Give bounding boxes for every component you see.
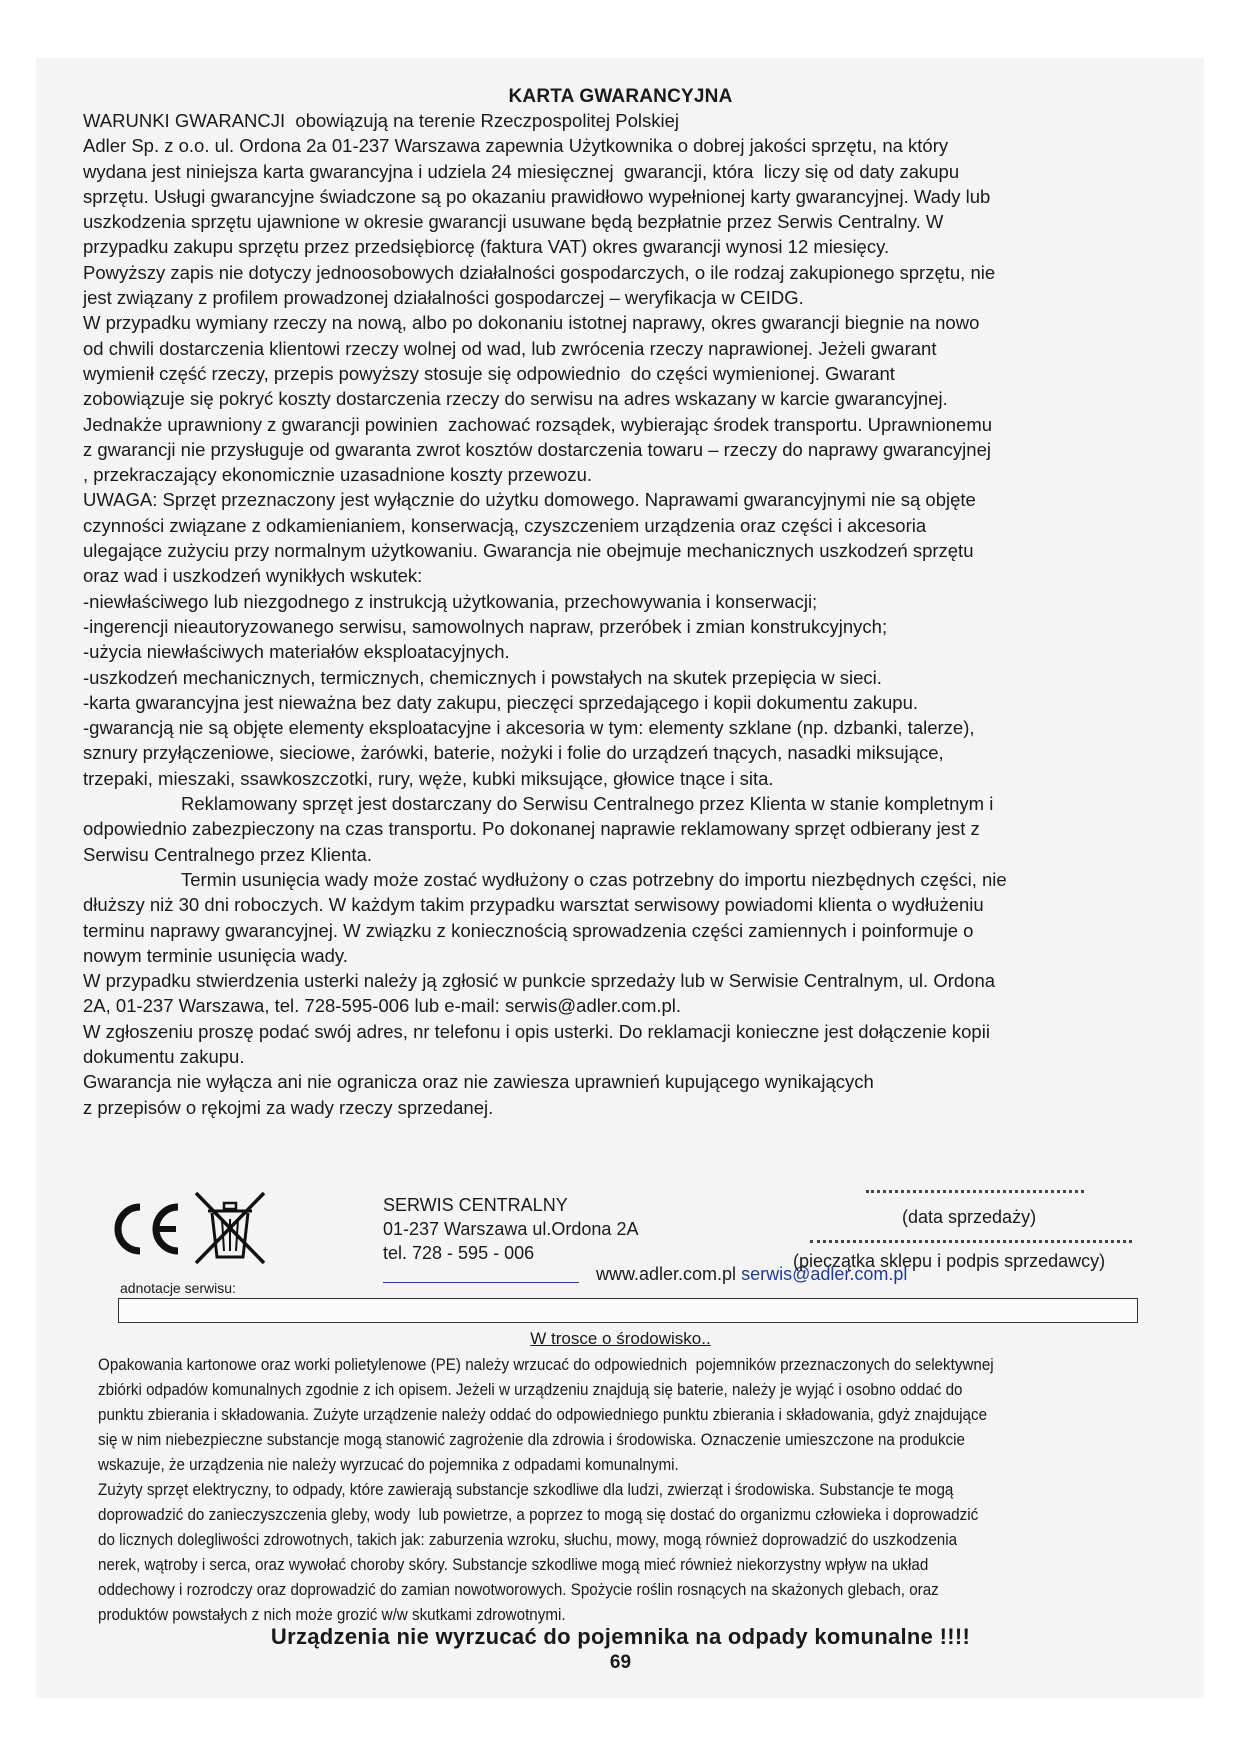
page-number: 69 [609, 1652, 632, 1673]
website-link[interactable]: www.adler.com.pl [596, 1264, 737, 1284]
environment-paragraph-packaging: Opakowania kartonowe oraz worki polietylenowe (PE) należy wrzucać do odpowiednich pojemników przeznaczonych do selektywnej zbiórki odpadów komunalnych zgodnie z ich opisem. Jeżeli w urządzeniu znajdują się baterie, należy je wyjąć i osobno oddać do punktu zbierania i składowania. Zużyte urządzenie należy oddać do odpowiedniego punktu zbierania i składowania, gdyż znajdujące się w nim niebezpieczne substancje mogą stanowić zagrożenie dla zdrowia i środowiska. Oznaczenie umieszczone na produkcie wskazuje, że urządzenia nie należy wyrzucać do pojemnika z odpadami komunalnymi. [98, 1355, 994, 1474]
environment-heading: W trosce o środowisko.. [530, 1329, 711, 1348]
environment-text [98, 1352, 1175, 1627]
consumer-rights-terms: Gwarancja nie wyłącza ani nie ogranicza oraz nie zawiesza uprawnień kupującego wynikających z przepisów o rękojmi za wady rzeczy sprzedanej. [83, 1071, 874, 1118]
exclusion-item: -ingerencji nieautoryzowanego serwisu, samowolnych napraw, przeróbek i zmian konstrukcyjnych; [83, 615, 888, 637]
environment-paragraph-hazards: Zużyty sprzęt elektryczny, to odpady, które zawierają substancje szkodliwe dla ludzi, zwierząt i środowiska. Substancje te mogą doprowadzić do zanieczyszczenia gleby, wody lub powietrze, a poprzez to mogą się dostać do organizmu człowieka i doprowadzić do licznych dolegliwości zdrowotnych, takich jak: zaburzenia wzroku, słuchu, mowy, mogą również doprowadzić do uszkodzenia nerek, wątroby i serca, oraz wywołać choroby skóry. Substancje szkodliwe mogą mieć również niekorzystny wpływ na układ oddechowy i rozrodczy oraz doprowadzić do zamian nowotworowych. Spożycie roślin rosnących na skażonych glebach, oraz produktów powstałych z nich może grozić w/w skutkami zdrowotnymi. [98, 1480, 979, 1624]
service-center-address: 01-237 Warszawa ul.Ordona 2A [383, 1219, 639, 1239]
warranty-replacement-terms: W przypadku wymiany rzeczy na nową, albo po dokonaniu istotnej naprawy, okres gwarancji biegnie na nowo od chwili dostarczenia klientowi rzeczy wolnej od wad, lub zwrócenia rzeczy naprawionej. Jeżeli gwarant wymienił część rzeczy, przepis powyższy stosuje się odpowiednio do części wymienionej. Gwarant zobowiązuje się pokryć koszty dostarczenia rzeczy do serwisu na adres wskazany w karcie gwarancyjnej. Jednakże uprawniony z gwarancji powinien zachować rozsądek, wybierając środek transportu. Uprawnionemu z gwarancji nie przysługuje od gwaranta zwrot kosztów dostarczenia towaru – rzeczy do naprawy gwarancyjnej , przekraczający ekonomicznie uzasadnione koszty przewozu. [83, 312, 993, 486]
disposal-warning: Urządzenia nie wyrzucać do pojemnika na odpady komunalne !!!! [270, 1624, 971, 1649]
stamp-signature-line [810, 1240, 1132, 1243]
weee-crossed-bin-icon [196, 1193, 264, 1263]
report-contents-terms: W zgłoszeniu proszę podać swój adres, nr telefonu i opis usterki. Do reklamacji konieczne jest dołączenie kopii dokumentu zakupu. [83, 1020, 990, 1067]
page-title: KARTA GWARANCYJNA [508, 86, 733, 107]
certification-logos [100, 1185, 270, 1265]
ce-mark-icon [100, 1185, 270, 1265]
warranty-business-exemption: Powyższy zapis nie dotyczy jednoosobowych działalności gospodarczych, o ile rodzaj zakupionego sprzętu, nie jest związany z profilem prowadzonej działalności gospodarczej – weryfikacja w CEIDG. [83, 261, 996, 309]
sale-date-label: (data sprzedaży) [902, 1207, 1037, 1227]
exclusion-item: -karta gwarancyjna jest nieważna bez daty zakupu, pieczęci sprzedającego i kopii dokumentu zakupu. [83, 691, 919, 713]
warranty-general-terms: Adler Sp. z o.o. ul. Ordona 2a 01-237 Warszawa zapewnia Użytkownika o dobrej jakości sprzętu, na który wydana jest niniejsza karta gwarancyjna i udziela 24 miesięcznej gwarancji, która liczy się od daty zakupu sprzętu. Usługi gwarancyjne świadczone są po okazaniu prawidłowo wypełnionej karty gwarancyjnej. Wady lub uszkodzenia sprzętu ujawnione w okresie gwarancji usuwane będą bezpłatnie przez Serwis Centralny. W przypadku zakupu sprzętu przez przedsiębiorcę (faktura VAT) okres gwarancji wynosi 12 miesięcy. [83, 135, 991, 258]
exclusion-item: -uszkodzeń mechanicznych, termicznych, chemicznych i powstałych na skutek przepięcia w sieci. [83, 666, 882, 688]
warranty-notice: UWAGA: Sprzęt przeznaczony jest wyłącznie do użytku domowego. Naprawami gwarancyjnymi nie są objęte czynności związane z odkamienianiem, konserwacją, czyszczeniem urządzenia oraz części i akcesoria ulegające zużyciu przy normalnym użytkowaniu. Gwarancja nie obejmuje mechanicznych uszkodzeń sprzętu oraz wad i uszkodzeń wynikłych wskutek: [83, 489, 976, 587]
service-center-phone: tel. 728 - 595 - 006 [383, 1243, 535, 1263]
service-underline [383, 1282, 579, 1283]
exclusion-item: -użycia niewłaściwych materiałów eksploatacyjnych. [83, 641, 510, 663]
service-notes-label: adnotacje serwisu: [120, 1280, 236, 1296]
email-link[interactable]: serwis@adler.com.pl [741, 1264, 908, 1284]
repair-time-terms: Termin usunięcia wady może zostać wydłużony o czas potrzebny do importu niezbędnych części, nie dłuższy niż 30 dni roboczych. W każdym takim przypadku warsztat serwisowy powiadomi klienta o wydłużeniu terminu naprawy gwarancyjnej. W związku z koniecznością sprowadzenia części zamiennych i poinformuje o nowym terminie usunięcia wady. [83, 868, 1007, 966]
exclusion-item: -gwarancją nie są objęte elementy eksploatacyjne i akcesoria w tym: elementy szklane (np. dzbanki, talerze), sznury przyłączeniowe, sieciowe, żarówki, baterie, nożyki i folie do urządzeń tnących, nasadki miksujące, trzepaki, mieszaki, ssawkoszczotki, rury, węże, kubki miksujące, głowice tnące i sita. [83, 717, 975, 789]
service-notes-box [118, 1298, 1138, 1323]
defect-reporting-terms: W przypadku stwierdzenia usterki należy ją zgłosić w punkcie sprzedaży lub w Serwisie Centralnym, ul. Ordona 2A, 01-237 Warszawa, tel. 728-595-006 lub e-mail: serwis@adler.com.pl. [83, 970, 996, 1017]
sale-date-line [866, 1190, 1084, 1193]
service-center-info [383, 1193, 638, 1265]
warranty-terms [83, 108, 1183, 1120]
service-center-name: SERWIS CENTRALNY [383, 1195, 568, 1215]
stamp-signature-label: (pieczątka sklepu i podpis sprzedawcy) [793, 1251, 1106, 1271]
warranty-territory: WARUNKI GWARANCJI obowiązują na terenie Rzeczpospolitej Polskiej [83, 110, 679, 131]
exclusion-item: -niewłaściwego lub niezgodnego z instrukcją użytkowania, przechowywania i konserwacji; [83, 590, 818, 612]
complaint-delivery-terms: Reklamowany sprzęt jest dostarczany do Serwisu Centralnego przez Klienta w stanie kompletnym i odpowiednio zabezpieczony na czas transportu. Po dokonanej naprawie reklamowany sprzęt odbierany jest z Serwisu Centralnego przez Klienta. [83, 793, 994, 865]
